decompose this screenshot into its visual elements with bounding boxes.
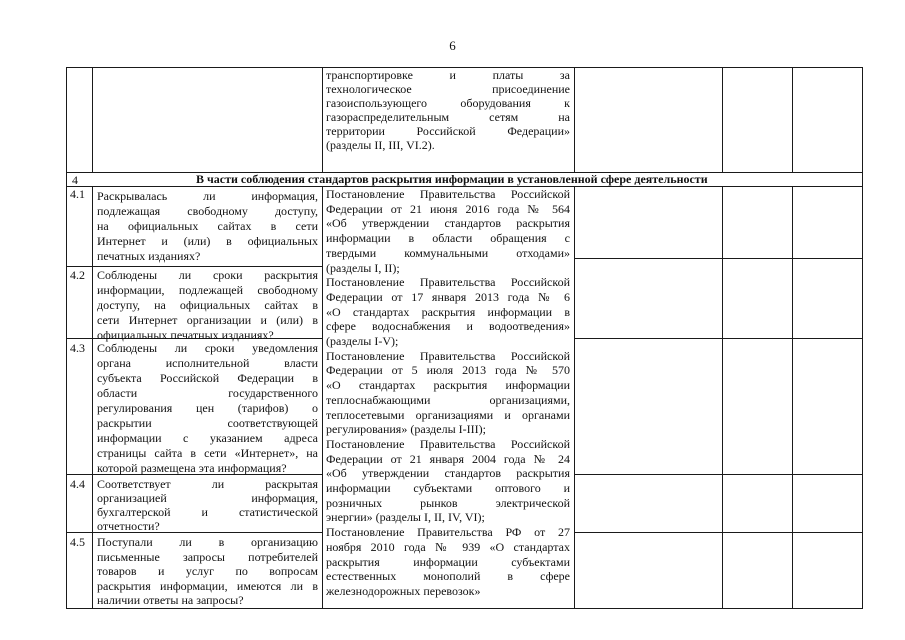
- col-border-right: [862, 67, 863, 609]
- col-border-basis: [574, 67, 575, 173]
- row-border-4-1: [66, 266, 322, 267]
- col-border-no: [792, 67, 793, 173]
- basis-line: Постановление Правительства Российской: [326, 187, 570, 201]
- question-line: письменные запросы потребителей: [97, 549, 318, 564]
- question-line: доступу, на официальных сайтах в: [97, 298, 318, 312]
- question-line: субъекта Российской Федерации в: [97, 371, 318, 385]
- basis-line: (разделы I, II);: [326, 260, 400, 275]
- question-line: товаров и услуг по вопросам: [97, 564, 318, 578]
- col-border-no-lower: [792, 186, 793, 609]
- basis-line: Постановление Правительства РФ от 27: [326, 525, 570, 540]
- basis-line: (разделы I-V);: [326, 334, 399, 349]
- basis-line: Федерации от 21 января 2004 года № 24: [326, 451, 570, 466]
- basis-line: теплосетевыми организациями и органами: [326, 407, 570, 422]
- question-line: Раскрывалась ли информация,: [97, 189, 318, 203]
- question-line: информации с указанием адреса: [97, 431, 318, 445]
- col-border-question-lower: [322, 186, 323, 609]
- top-row-basis: [326, 68, 570, 152]
- basis-line: газораспределительным сетям на: [326, 110, 570, 124]
- question-line: Соблюдены ли сроки уведомления: [97, 341, 318, 355]
- question-line: подлежащая свободному доступу,: [97, 204, 318, 218]
- question-line: Интернет и (или) в официальных: [97, 234, 318, 248]
- question-line: отчетности?: [97, 519, 160, 533]
- basis-line: (разделы II, III, VI.2).: [326, 138, 435, 152]
- basis-line: раскрытия информации субъектами: [326, 554, 570, 569]
- col-border-num: [92, 67, 93, 173]
- question-4-4: [97, 477, 318, 533]
- basis-line: информации в области обращения с: [326, 231, 570, 246]
- col-border-basis-lower: [574, 186, 575, 609]
- basis-line: территории Российской Федерации»: [326, 124, 570, 138]
- question-4-5: [97, 535, 318, 608]
- basis-line: «О стандартах раскрытия информации в: [326, 304, 570, 319]
- question-line: официальных печатных изданиях?: [97, 328, 274, 342]
- question-4-1: [97, 189, 318, 264]
- basis-line: сфере водоснабжения и водоотведения»: [326, 319, 570, 334]
- col-border-num-lower: [92, 186, 93, 609]
- question-line: регулирования цен (тарифов) о: [97, 401, 318, 415]
- question-line: Соблюдены ли сроки раскрытия: [97, 268, 318, 282]
- question-line: которой размещена эта информация?: [97, 461, 287, 475]
- basis-line: железнодорожных перевозок»: [326, 583, 481, 598]
- basis-line: Федерации от 21 июня 2016 года № 564: [326, 201, 570, 216]
- col-border-yes-lower: [722, 186, 723, 609]
- row-number: 4.5: [70, 535, 85, 549]
- question-line: информации, подлежащей свободному: [97, 283, 318, 297]
- question-line: наличии ответы на запросы?: [97, 593, 244, 607]
- basis-line: естественных монополий в сфере: [326, 569, 570, 584]
- basis-line: Федерации от 5 июля 2013 года № 570: [326, 363, 570, 378]
- question-line: сети Интернет организации и (или) в: [97, 313, 318, 327]
- col-border-question: [322, 67, 323, 173]
- basis-line: регулирования» (разделы I-III);: [326, 422, 486, 437]
- page-number: 6: [449, 38, 456, 53]
- question-line: печатных изданиях?: [97, 249, 201, 263]
- basis-line: газоиспользующего оборудования к: [326, 96, 570, 110]
- basis-line: теплоснабжающими организациями,: [326, 392, 570, 407]
- basis-line: Постановление Правительства Российской: [326, 436, 570, 451]
- right-row-border-3: [574, 474, 863, 475]
- question-line: раскрытия информации, имеются ли в: [97, 578, 318, 593]
- basis-line: ноября 2010 года № 939 «О стандартах: [326, 539, 570, 554]
- col-border-left: [66, 67, 67, 609]
- basis-line: «Об утверждении стандартов раскрытия: [326, 216, 570, 231]
- question-4-3: [97, 341, 318, 476]
- question-line: на официальных сайтах в сети: [97, 219, 318, 233]
- basis-line: информации субъектами оптового и: [326, 481, 570, 496]
- question-line: организацией информация,: [97, 491, 318, 505]
- row-number: 4.4: [70, 477, 85, 491]
- table-bottom-border: [66, 608, 863, 609]
- basis-line: энергии» (разделы I, II, IV, VI);: [326, 510, 485, 525]
- basis-line: транспортировке и платы за: [326, 68, 570, 82]
- row-number: 4.3: [70, 341, 85, 355]
- right-row-border-4: [574, 532, 863, 533]
- question-line: органа исполнительной власти: [97, 356, 318, 370]
- question-line: области государственного: [97, 386, 318, 400]
- question-line: Поступали ли в организацию: [97, 535, 318, 549]
- section-title: В части соблюдения стандартов раскрытия информации в установленной сфере деятельности: [196, 172, 708, 186]
- question-line: страницы сайта в сети «Интернет», на: [97, 446, 318, 460]
- basis-line: Постановление Правительства Российской: [326, 275, 570, 290]
- right-row-border-1: [574, 258, 863, 259]
- col-border-yes: [722, 67, 723, 173]
- question-line: бухгалтерской и статистической: [97, 505, 318, 519]
- basis-line: Федерации от 17 января 2013 года № 6: [326, 289, 570, 304]
- question-line: Соответствует ли раскрытая: [97, 477, 318, 491]
- basis-line: технологическое присоединение: [326, 82, 570, 96]
- basis-line: Постановление Правительства Российской: [326, 348, 570, 363]
- question-4-2: [97, 268, 318, 343]
- basis-line: «Об утверждении стандартов раскрытия: [326, 466, 570, 481]
- basis-line: розничных рынков электрической: [326, 495, 570, 510]
- question-line: раскрытии соответствующей: [97, 416, 318, 430]
- right-row-border-2: [574, 338, 863, 339]
- row-number: 4.2: [70, 268, 85, 282]
- section-number: 4: [72, 173, 78, 187]
- basis-line: «О стандартах раскрытия информации: [326, 378, 570, 393]
- legal-basis-cell: [326, 187, 570, 599]
- basis-line: твердыми коммунальными отходами»: [326, 245, 570, 260]
- row-number: 4.1: [70, 187, 85, 201]
